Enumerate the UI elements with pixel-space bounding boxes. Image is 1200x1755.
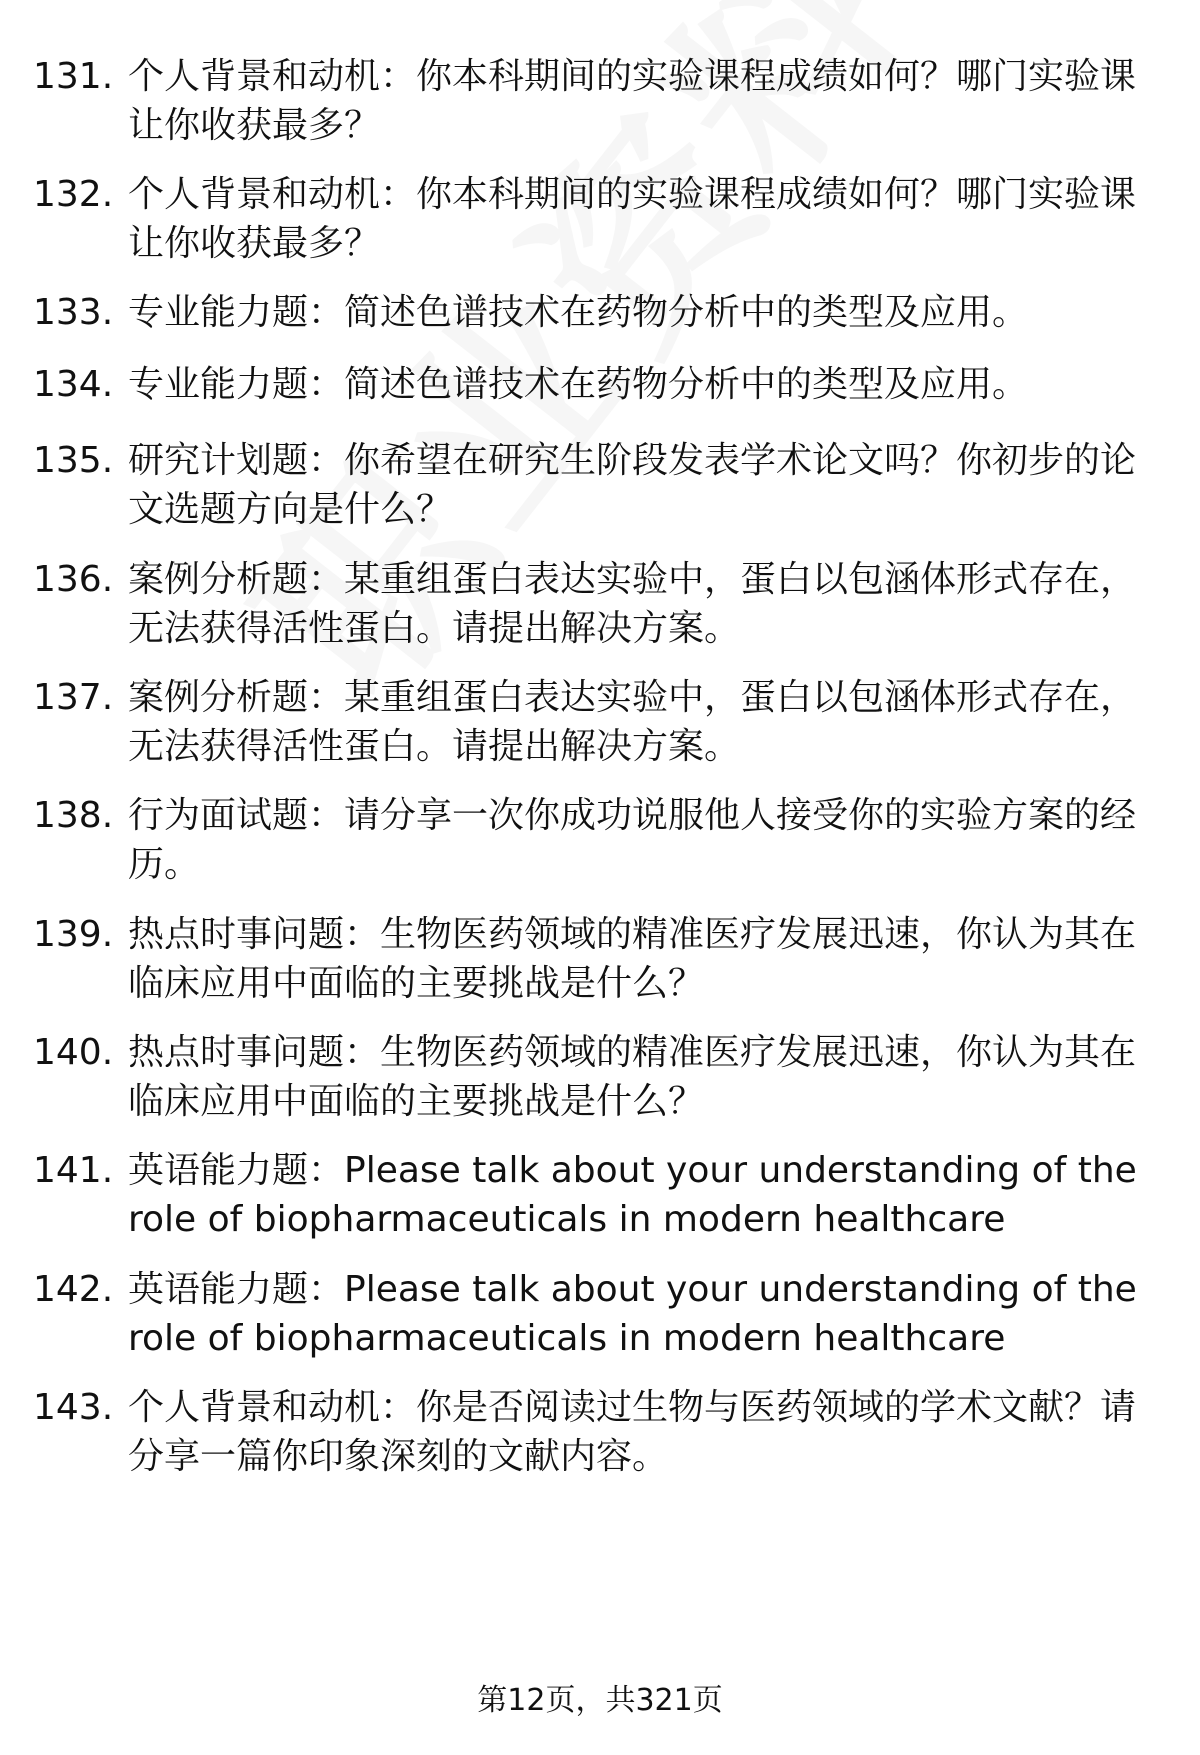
question-text: 专业能力题：简述色谱技术在药物分析中的类型及应用。 xyxy=(128,364,1029,405)
question-number: 139. xyxy=(33,914,114,955)
question-number: 131. xyxy=(33,56,114,97)
question-text: 案例分析题：某重组蛋白表达实验中，蛋白以包涵体形式存在，无法获得活性蛋白。请提出解决方案。 xyxy=(128,559,1137,649)
question-number: 142. xyxy=(33,1269,114,1310)
question-text: 个人背景和动机：你本科期间的实验课程成绩如何？哪门实验课让你收获最多？ xyxy=(128,174,1137,264)
question-number: 140. xyxy=(33,1032,114,1073)
question-text: 热点时事问题：生物医药领域的精准医疗发展迅速，你认为其在临床应用中面临的主要挑战是什么？ xyxy=(128,914,1137,1004)
question-number: 136. xyxy=(33,559,114,600)
question-text: 行为面试题：请分享一次你成功说服他人接受你的实验方案的经历。 xyxy=(128,795,1137,885)
question-number: 141. xyxy=(33,1150,114,1191)
question-number: 137. xyxy=(33,677,114,718)
question-text: 研究计划题：你希望在研究生阶段发表学术论文吗？你初步的论文选题方向是什么？ xyxy=(128,440,1137,530)
question-text: 专业能力题：简述色谱技术在药物分析中的类型及应用。 xyxy=(128,292,1029,333)
question-text: 个人背景和动机：你本科期间的实验课程成绩如何？哪门实验课让你收获最多？ xyxy=(128,56,1137,146)
question-number: 138. xyxy=(33,795,114,836)
question-text: 案例分析题：某重组蛋白表达实验中，蛋白以包涵体形式存在，无法获得活性蛋白。请提出解决方案。 xyxy=(128,677,1137,767)
question-number: 133. xyxy=(33,292,114,333)
question-number: 135. xyxy=(33,440,114,481)
question-number: 143. xyxy=(33,1387,114,1428)
question-text: 个人背景和动机：你是否阅读过生物与医药领域的学术文献？请分享一篇你印象深刻的文献内容。 xyxy=(128,1387,1137,1477)
question-number: 134. xyxy=(33,364,114,405)
question-text: 热点时事问题：生物医药领域的精准医疗发展迅速，你认为其在临床应用中面临的主要挑战是什么？ xyxy=(128,1032,1137,1122)
question-number: 132. xyxy=(33,174,114,215)
question-text: 英语能力题：Please talk about your understanding of the role of biopharmaceuticals in modern healthcare xyxy=(128,1150,1137,1240)
question-text: 英语能力题：Please talk about your understanding of the role of biopharmaceuticals in modern healthcare xyxy=(128,1269,1137,1359)
page-footer: 第12页，共321页 xyxy=(477,1683,723,1718)
